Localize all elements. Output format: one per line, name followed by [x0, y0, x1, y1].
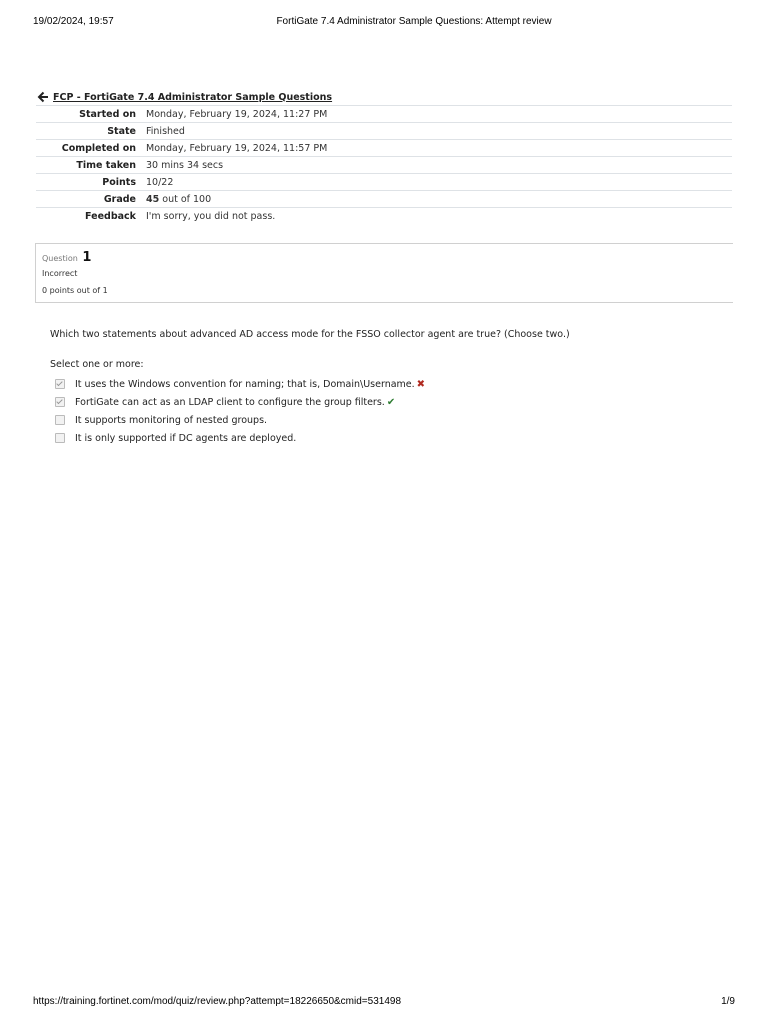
grade-score: 45	[146, 193, 160, 205]
question-number-value: 1	[82, 250, 92, 265]
summary-value: 30 mins 34 secs	[146, 157, 732, 174]
summary-row-started	[36, 106, 732, 123]
print-header	[33, 16, 735, 30]
answer-list	[55, 375, 425, 447]
question-number	[42, 250, 91, 265]
answer-checkbox[interactable]	[55, 379, 65, 389]
correct-check-icon: ✔	[386, 396, 396, 408]
back-to-quiz-link[interactable]	[37, 91, 332, 103]
grade-out-of: out of 100	[159, 193, 212, 205]
summary-label: State	[36, 123, 146, 140]
summary-label: Started on	[36, 106, 146, 123]
answer-option	[55, 429, 425, 447]
summary-row-grade	[36, 191, 732, 208]
summary-row-completed	[36, 140, 732, 157]
answer-option	[55, 411, 425, 429]
print-page-number: 1/9	[721, 996, 735, 1007]
summary-label: Feedback	[36, 208, 146, 225]
answer-option	[55, 375, 425, 393]
print-title: FortiGate 7.4 Administrator Sample Questions: Attempt review	[276, 16, 552, 27]
answer-text: It is only supported if DC agents are deployed.	[75, 432, 297, 444]
print-footer	[33, 996, 735, 1010]
answer-text: FortiGate can act as an LDAP client to configure the group filters.	[75, 396, 385, 408]
summary-row-points	[36, 174, 732, 191]
summary-value: Monday, February 19, 2024, 11:57 PM	[146, 140, 732, 157]
summary-row-time-taken	[36, 157, 732, 174]
answer-checkbox[interactable]	[55, 433, 65, 443]
summary-value: Finished	[146, 123, 732, 140]
attempt-summary-table	[36, 105, 732, 224]
question-text: Which two statements about advanced AD access mode for the FSSO collector agent are true? (Choose two.)	[50, 329, 570, 340]
back-link-label: FCP - FortiGate 7.4 Administrator Sample Questions	[53, 91, 333, 103]
answer-text: It uses the Windows convention for naming; that is, Domain\Username.	[75, 378, 415, 390]
question-points: 0 points out of 1	[42, 286, 108, 295]
question-state: Incorrect	[42, 269, 78, 278]
answer-prompt: Select one or more:	[50, 359, 144, 370]
question-label: Question	[42, 254, 78, 263]
answer-option	[55, 393, 425, 411]
summary-label: Points	[36, 174, 146, 191]
arrow-left-icon	[37, 91, 49, 103]
question-info-box	[35, 243, 733, 303]
summary-label: Grade	[36, 191, 146, 208]
summary-label: Time taken	[36, 157, 146, 174]
summary-row-feedback	[36, 208, 732, 225]
answer-checkbox[interactable]	[55, 415, 65, 425]
print-datetime: 19/02/2024, 19:57	[33, 16, 114, 27]
answer-text: It supports monitoring of nested groups.	[75, 414, 268, 426]
summary-value: 10/22	[146, 174, 732, 191]
summary-row-state	[36, 123, 732, 140]
summary-label: Completed on	[36, 140, 146, 157]
incorrect-x-icon: ✖	[416, 378, 426, 390]
print-url: https://training.fortinet.com/mod/quiz/review.php?attempt=18226650&cmid=531498	[33, 996, 402, 1007]
summary-value: Monday, February 19, 2024, 11:27 PM	[146, 106, 732, 123]
answer-checkbox[interactable]	[55, 397, 65, 407]
summary-value	[146, 191, 732, 208]
summary-value: I'm sorry, you did not pass.	[146, 208, 732, 225]
